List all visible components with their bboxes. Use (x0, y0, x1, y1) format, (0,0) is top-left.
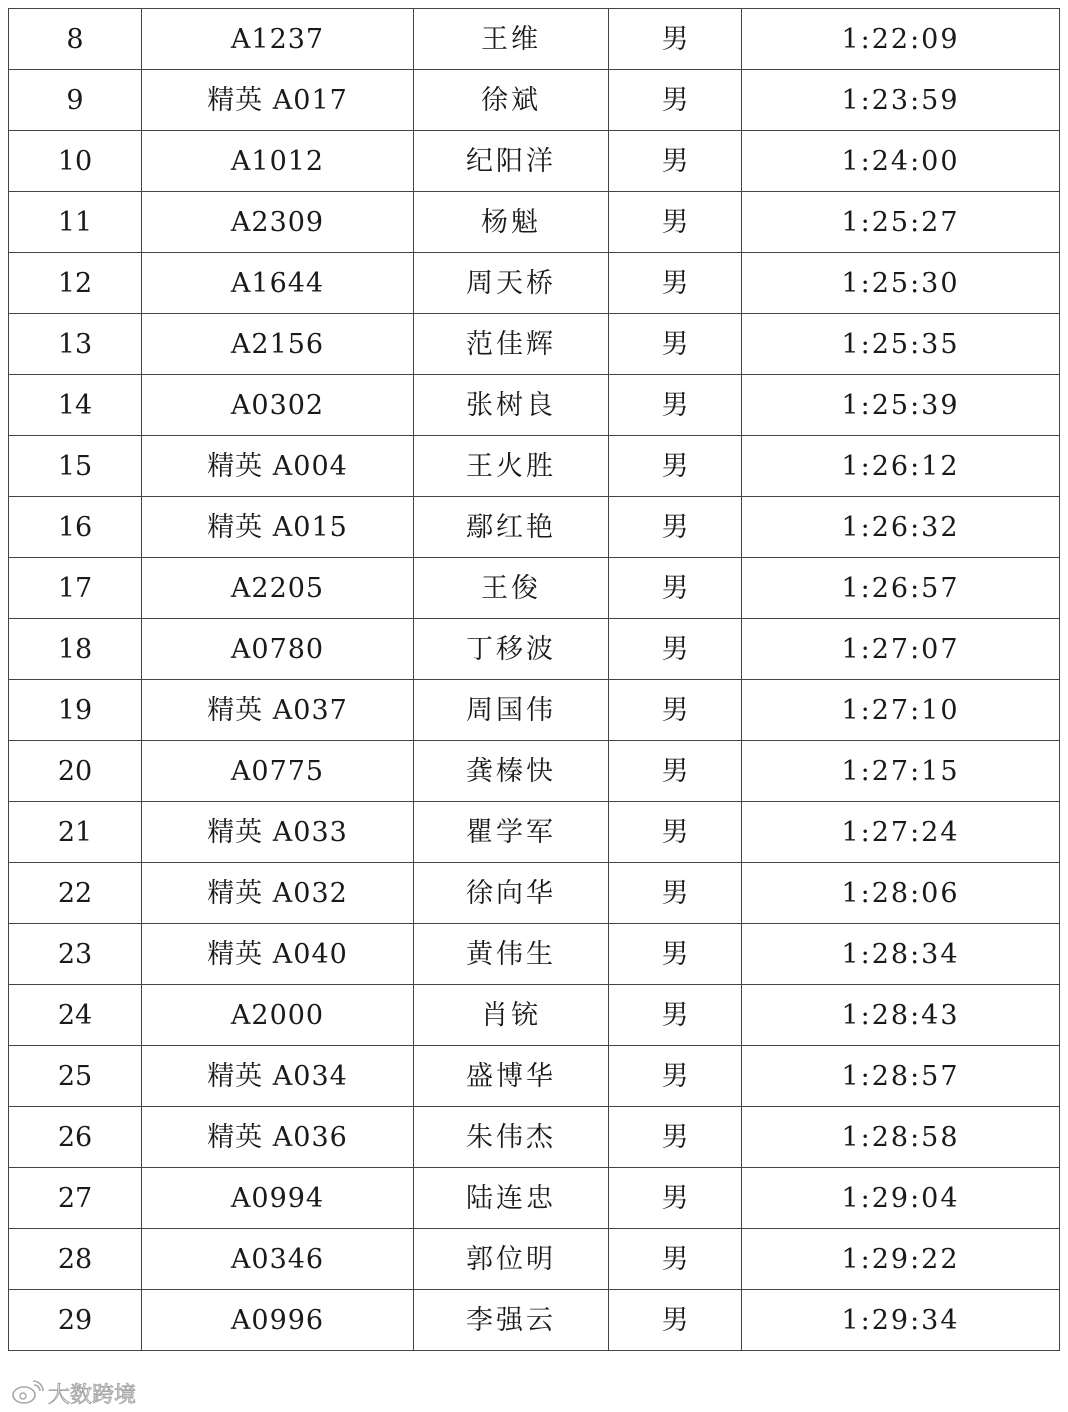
bib-number-cell: 精英 A033 (142, 802, 414, 863)
rank-cell: 11 (9, 192, 142, 253)
gender-cell: 男 (609, 375, 742, 436)
table-row (9, 741, 1060, 802)
finish-time-cell: 1:28:57 (742, 1046, 1060, 1107)
bib-number-cell: 精英 A015 (142, 497, 414, 558)
table-row (9, 192, 1060, 253)
rank-cell: 22 (9, 863, 142, 924)
finish-time-cell: 1:25:27 (742, 192, 1060, 253)
rank-cell: 15 (9, 436, 142, 497)
table-row (9, 131, 1060, 192)
watermark-text: 大数跨境 (48, 1382, 137, 1408)
runner-name-cell: 张树良 (414, 375, 609, 436)
gender-cell: 男 (609, 1046, 742, 1107)
rank-cell: 19 (9, 680, 142, 741)
finish-time-cell: 1:28:58 (742, 1107, 1060, 1168)
bib-number-cell: A2000 (142, 985, 414, 1046)
runner-name-cell: 周国伟 (414, 680, 609, 741)
rank-cell: 27 (9, 1168, 142, 1229)
rank-cell: 9 (9, 70, 142, 131)
table-row (9, 436, 1060, 497)
rank-cell: 8 (9, 9, 142, 70)
bib-number-cell: A0996 (142, 1290, 414, 1351)
finish-time-cell: 1:28:43 (742, 985, 1060, 1046)
watermark (10, 1378, 136, 1408)
rank-cell: 20 (9, 741, 142, 802)
bib-number-cell: 精英 A040 (142, 924, 414, 985)
rank-cell: 21 (9, 802, 142, 863)
bib-number-cell: A0994 (142, 1168, 414, 1229)
runner-name-cell: 徐向华 (414, 863, 609, 924)
bib-number-cell: 精英 A032 (142, 863, 414, 924)
rank-cell: 18 (9, 619, 142, 680)
bib-number-cell: 精英 A034 (142, 1046, 414, 1107)
finish-time-cell: 1:26:57 (742, 558, 1060, 619)
rank-cell: 28 (9, 1229, 142, 1290)
table-row (9, 1107, 1060, 1168)
gender-cell: 男 (609, 741, 742, 802)
finish-time-cell: 1:29:22 (742, 1229, 1060, 1290)
table-row (9, 314, 1060, 375)
rank-cell: 23 (9, 924, 142, 985)
gender-cell: 男 (609, 9, 742, 70)
table-row (9, 1229, 1060, 1290)
bib-number-cell: 精英 A037 (142, 680, 414, 741)
bib-number-cell: 精英 A004 (142, 436, 414, 497)
table-row (9, 497, 1060, 558)
gender-cell: 男 (609, 497, 742, 558)
gender-cell: 男 (609, 924, 742, 985)
bib-number-cell: A2156 (142, 314, 414, 375)
finish-time-cell: 1:24:00 (742, 131, 1060, 192)
table-row (9, 9, 1060, 70)
runner-name-cell: 徐斌 (414, 70, 609, 131)
bib-number-cell: A0346 (142, 1229, 414, 1290)
table-row (9, 1290, 1060, 1351)
bib-number-cell: A0775 (142, 741, 414, 802)
finish-time-cell: 1:28:06 (742, 863, 1060, 924)
runner-name-cell: 王俊 (414, 558, 609, 619)
bib-number-cell: 精英 A036 (142, 1107, 414, 1168)
table-row (9, 863, 1060, 924)
runner-name-cell: 王火胜 (414, 436, 609, 497)
runner-name-cell: 周天桥 (414, 253, 609, 314)
rank-cell: 14 (9, 375, 142, 436)
table-row (9, 253, 1060, 314)
runner-name-cell: 盛博华 (414, 1046, 609, 1107)
finish-time-cell: 1:29:04 (742, 1168, 1060, 1229)
bib-number-cell: A0302 (142, 375, 414, 436)
bib-number-cell: A1644 (142, 253, 414, 314)
results-table (8, 8, 1060, 1351)
gender-cell: 男 (609, 1290, 742, 1351)
table-row (9, 985, 1060, 1046)
gender-cell: 男 (609, 802, 742, 863)
table-row (9, 70, 1060, 131)
finish-time-cell: 1:25:35 (742, 314, 1060, 375)
finish-time-cell: 1:28:34 (742, 924, 1060, 985)
gender-cell: 男 (609, 436, 742, 497)
gender-cell: 男 (609, 863, 742, 924)
runner-name-cell: 瞿学军 (414, 802, 609, 863)
rank-cell: 17 (9, 558, 142, 619)
bib-number-cell: A1237 (142, 9, 414, 70)
finish-time-cell: 1:29:34 (742, 1290, 1060, 1351)
runner-name-cell: 黄伟生 (414, 924, 609, 985)
bib-number-cell: A2205 (142, 558, 414, 619)
gender-cell: 男 (609, 192, 742, 253)
runner-name-cell: 郭位明 (414, 1229, 609, 1290)
finish-time-cell: 1:27:24 (742, 802, 1060, 863)
table-row (9, 619, 1060, 680)
runner-name-cell: 肖铳 (414, 985, 609, 1046)
finish-time-cell: 1:27:15 (742, 741, 1060, 802)
bib-number-cell: A1012 (142, 131, 414, 192)
gender-cell: 男 (609, 314, 742, 375)
bib-number-cell: A0780 (142, 619, 414, 680)
runner-name-cell: 朱伟杰 (414, 1107, 609, 1168)
finish-time-cell: 1:22:09 (742, 9, 1060, 70)
gender-cell: 男 (609, 680, 742, 741)
gender-cell: 男 (609, 1229, 742, 1290)
rank-cell: 24 (9, 985, 142, 1046)
runner-name-cell: 纪阳洋 (414, 131, 609, 192)
gender-cell: 男 (609, 619, 742, 680)
finish-time-cell: 1:25:39 (742, 375, 1060, 436)
runner-name-cell: 丁移波 (414, 619, 609, 680)
table-row (9, 680, 1060, 741)
runner-name-cell: 李强云 (414, 1290, 609, 1351)
gender-cell: 男 (609, 558, 742, 619)
gender-cell: 男 (609, 985, 742, 1046)
runner-name-cell: 龚榛快 (414, 741, 609, 802)
gender-cell: 男 (609, 70, 742, 131)
gender-cell: 男 (609, 1168, 742, 1229)
runner-name-cell: 陆连忠 (414, 1168, 609, 1229)
table-row (9, 1168, 1060, 1229)
finish-time-cell: 1:27:10 (742, 680, 1060, 741)
results-table-body (9, 9, 1060, 1351)
table-row (9, 802, 1060, 863)
runner-name-cell: 王维 (414, 9, 609, 70)
weibo-logo-icon (10, 1380, 44, 1406)
finish-time-cell: 1:27:07 (742, 619, 1060, 680)
finish-time-cell: 1:25:30 (742, 253, 1060, 314)
runner-name-cell: 杨魁 (414, 192, 609, 253)
rank-cell: 12 (9, 253, 142, 314)
table-row (9, 1046, 1060, 1107)
rank-cell: 13 (9, 314, 142, 375)
finish-time-cell: 1:26:12 (742, 436, 1060, 497)
rank-cell: 26 (9, 1107, 142, 1168)
table-row (9, 375, 1060, 436)
gender-cell: 男 (609, 253, 742, 314)
finish-time-cell: 1:23:59 (742, 70, 1060, 131)
bib-number-cell: A2309 (142, 192, 414, 253)
gender-cell: 男 (609, 1107, 742, 1168)
rank-cell: 10 (9, 131, 142, 192)
bib-number-cell: 精英 A017 (142, 70, 414, 131)
rank-cell: 29 (9, 1290, 142, 1351)
runner-name-cell: 鄢红艳 (414, 497, 609, 558)
runner-name-cell: 范佳辉 (414, 314, 609, 375)
rank-cell: 25 (9, 1046, 142, 1107)
finish-time-cell: 1:26:32 (742, 497, 1060, 558)
table-row (9, 924, 1060, 985)
rank-cell: 16 (9, 497, 142, 558)
gender-cell: 男 (609, 131, 742, 192)
table-row (9, 558, 1060, 619)
